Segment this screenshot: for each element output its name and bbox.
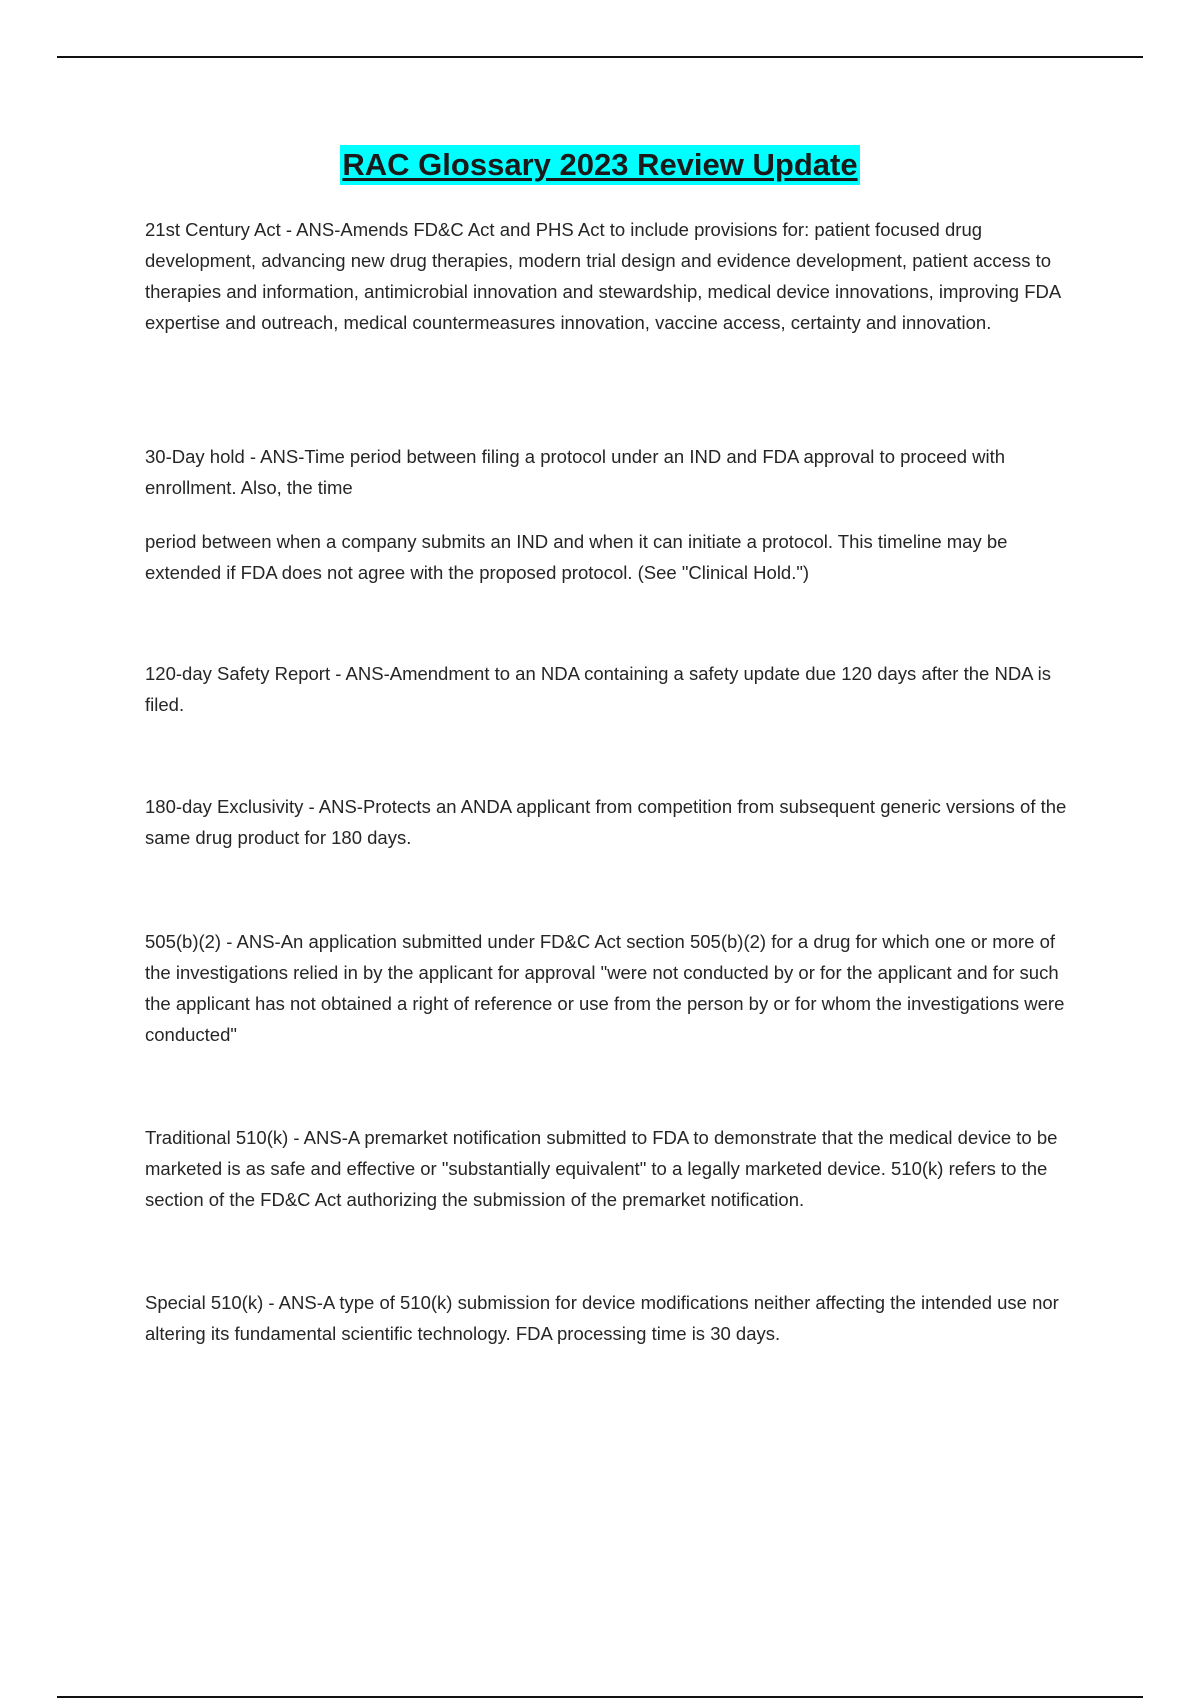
glossary-entry-30-day-hold: 30-Day hold - ANS-Time period between filing a protocol under an IND and FDA approval to proceed with enrollment. Also, the time [145,446,1006,498]
glossary-entry-120-day-safety-report: 120-day Safety Report - ANS-Amendment to an NDA containing a safety update due 120 days after the NDA is filed. [145,663,1051,715]
glossary-entry-traditional-510k: Traditional 510(k) - ANS-A premarket notification submitted to FDA to demonstrate that the medical device to be marketed is as safe and effective or "substantially equivalent" to a legally marketed device. 510(k) refers to the section of the FD&C Act authorizing the submission of the premarket notification. [145,1127,1058,1210]
glossary-entry-505b2: 505(b)(2) - ANS-An application submitted under FD&C Act section 505(b)(2) for a drug for which one or more of the investigations relied in by the applicant for approval "were not conducted by or for the applicant and for such the applicant has not obtained a right of reference or use from the person by or for whom the investigations were conducted" [145,931,1065,1045]
glossary-entry-30-day-hold-continuation: period between when a company submits an IND and when it can initiate a protocol. This timeline may be extended if FDA does not agree with the proposed protocol. (See "Clinical Hold.") [145,531,1008,583]
glossary-entry-special-510k: Special 510(k) - ANS-A type of 510(k) submission for device modifications neither affecting the intended use nor altering its fundamental scientific technology. FDA processing time is 30 days. [145,1292,1059,1344]
title-container [0,145,1200,185]
glossary-entry-180-day-exclusivity: 180-day Exclusivity - ANS-Protects an ANDA applicant from competition from subsequent generic versions of the same drug product for 180 days. [145,796,1067,848]
top-divider [57,56,1143,58]
glossary-entry-21st-century-act: 21st Century Act - ANS-Amends FD&C Act and PHS Act to include provisions for: patient focused drug development, advancing new drug therapies, modern trial design and evidence development, patient access to therapies and information, antimicrobial innovation and stewardship, medical device innovations, improving FDA expertise and outreach, medical countermeasures innovation, vaccine access, certainty and innovation. [145,219,1061,333]
document-title: RAC Glossary 2023 Review Update [340,145,859,185]
bottom-divider [57,1696,1143,1698]
